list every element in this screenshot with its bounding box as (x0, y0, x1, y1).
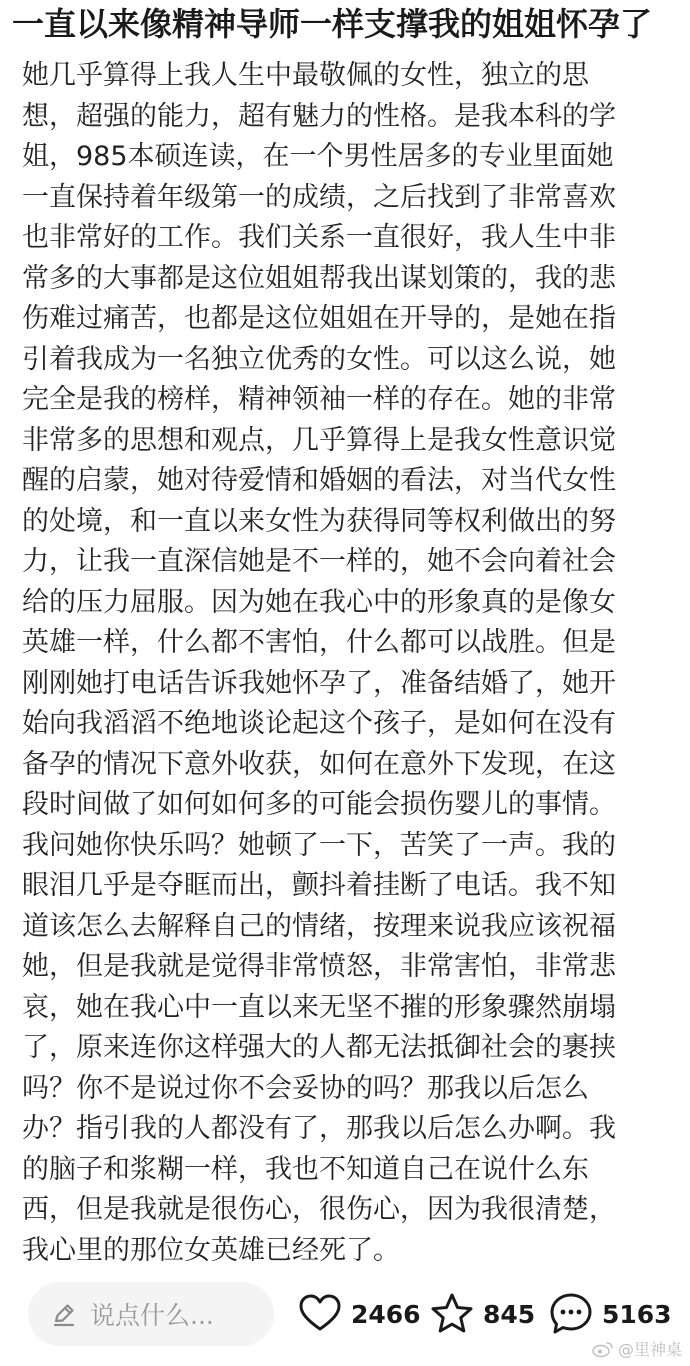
body-line: 段时间做了如何如何多的可能会损伤婴儿的事情。 (22, 789, 616, 820)
body-line: 吗？你不是说过你不会妥协的吗？那我以后怎么 (22, 1072, 589, 1104)
comment-input[interactable] (28, 1282, 274, 1346)
body-line: 伤难过痛苦，也都是这位姐姐在开导的，是她在指 (22, 303, 616, 334)
body-line: 常多的大事都是这位姐姐帮我出谋划策的，我的悲 (22, 262, 616, 294)
body-line: 英雄一样，什么都不害怕，什么都可以战胜。但是 (22, 627, 616, 658)
favorite-button[interactable] (429, 1290, 535, 1338)
body-line: 力，让我一直深信她是不一样的，她不会向着社会 (22, 546, 616, 577)
body-line: 姐，985本硕连读，在一个男性居多的专业里面她 (22, 141, 614, 172)
comment-count: 5163 (602, 1299, 672, 1329)
body-line: 非常多的思想和观点，几乎算得上是我女性意识觉 (22, 424, 616, 456)
body-line: 我心里的那位女英雄已经死了。 (22, 1234, 400, 1266)
body-line: 道该怎么去解释自己的情绪，按理来说我应该祝福 (22, 910, 616, 942)
star-icon (429, 1291, 475, 1337)
body-line: 她几乎算得上我人生中最敬佩的女性，独立的思 (22, 60, 589, 91)
body-line: 完全是我的榜样，精神领袖一样的存在。她的非常 (22, 384, 616, 415)
body-line: 哀，她在我心中一直以来无坚不摧的形象骤然崩塌 (22, 991, 616, 1023)
favorite-count: 845 (483, 1299, 536, 1329)
body-line: 醒的启蒙，她对待爱情和婚姻的看法，对当代女性 (22, 465, 616, 496)
body-line: 给的压力屈服。因为她在我心中的形象真的是像女 (22, 586, 616, 618)
body-line: 她，但是我就是觉得非常愤怒，非常害怕，非常悲 (22, 951, 616, 982)
body-line: 想，超强的能力，超有魅力的性格。是我本科的学 (22, 100, 616, 132)
like-count: 2466 (351, 1299, 421, 1329)
body-line: 引着我成为一名独立优秀的女性。可以这么说，她 (22, 343, 616, 375)
body-line: 西，但是我就是很伤心，很伤心，因为我很清楚， (22, 1194, 616, 1225)
body-line: 一直保持着年级第一的成绩，之后找到了非常喜欢 (22, 181, 616, 213)
comment-button[interactable] (548, 1290, 672, 1338)
weibo-logo-icon (592, 1340, 614, 1358)
action-bar (0, 1270, 690, 1366)
pencil-icon (50, 1300, 78, 1328)
post-title: 一直以来像精神导师一样支撑我的姐姐怀孕了 (12, 5, 653, 43)
comment-bubble-icon (548, 1291, 594, 1337)
post-body (22, 56, 672, 1271)
body-line: 了，原来连你这样强大的人都无法抵御社会的裹挟 (22, 1032, 616, 1063)
body-line: 办？指引我的人都没有了，那我以后怎么办啊。我 (22, 1113, 616, 1144)
watermark (592, 1337, 682, 1360)
body-line: 的脑子和浆糊一样，我也不知道自己在说什么东 (22, 1153, 589, 1185)
body-line: 备孕的情况下意外收获，如何在意外下发现，在这 (22, 748, 616, 780)
body-line: 我问她你快乐吗？她顿了一下，苦笑了一声。我的 (22, 829, 616, 861)
body-line: 刚刚她打电话告诉我她怀孕了，准备结婚了，她开 (22, 667, 616, 699)
body-line: 始向我滔滔不绝地谈论起这个孩子，是如何在没有 (22, 708, 616, 739)
body-line: 的处境，和一直以来女性为获得同等权利做出的努 (22, 505, 616, 537)
watermark-text: @里神桌 (617, 1340, 682, 1359)
heart-icon (297, 1291, 343, 1337)
like-button[interactable] (297, 1290, 421, 1338)
body-line: 眼泪几乎是夺眶而出，颤抖着挂断了电话。我不知 (22, 870, 616, 901)
comment-placeholder: 说点什么... (90, 1301, 214, 1330)
body-line: 也非常好的工作。我们关系一直很好，我人生中非 (22, 222, 616, 253)
